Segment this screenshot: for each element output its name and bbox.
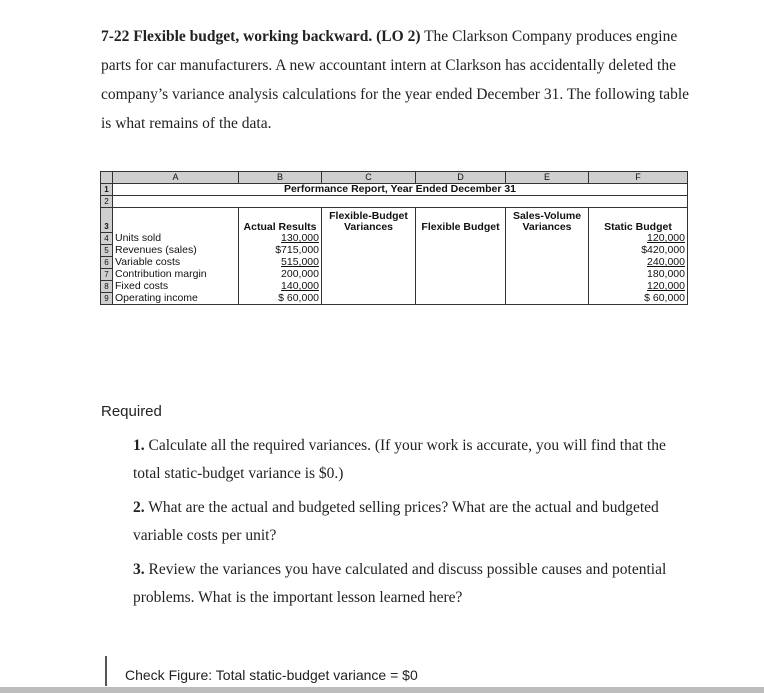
- report-title: Performance Report, Year Ended December 31: [113, 184, 688, 196]
- actual-value: 140,000: [239, 281, 322, 293]
- column-header-f: F: [589, 172, 688, 184]
- row-number: 2: [101, 196, 113, 208]
- row-label: Fixed costs: [113, 281, 239, 293]
- column-titles-row: [101, 208, 688, 233]
- actual-value: 200,000: [239, 269, 322, 281]
- column-header-b: B: [239, 172, 322, 184]
- table-row: 6 Variable costs 515,000 240,000: [101, 257, 688, 269]
- static-value: 180,000: [589, 269, 688, 281]
- actual-value: $ 60,000: [239, 293, 322, 305]
- actual-value: $715,000: [239, 245, 322, 257]
- problem-heading: 7-22 Flexible budget, working backward. (LO 2): [101, 28, 421, 45]
- static-value: $ 60,000: [589, 293, 688, 305]
- actual-value: 130,000: [239, 233, 322, 245]
- text-cursor: [105, 656, 107, 686]
- spreadsheet: [100, 171, 687, 361]
- static-value: 120,000: [589, 281, 688, 293]
- row-label: Contribution margin: [113, 269, 239, 281]
- static-value: 240,000: [589, 257, 688, 269]
- corner-cell: [101, 172, 113, 184]
- actual-value: 515,000: [239, 257, 322, 269]
- static-value: $420,000: [589, 245, 688, 257]
- header-sales-volume-variances: Sales-Volume Variances: [506, 208, 589, 233]
- list-item: 2. What are the actual and budgeted selling prices? What are the actual and budgeted variable costs per unit?: [133, 499, 659, 544]
- list-item: 3. Review the variances you have calculated and discuss possible causes and potential problems. What is the important lesson learned here?: [133, 561, 667, 606]
- required-list: [133, 432, 693, 618]
- row-label: Variable costs: [113, 257, 239, 269]
- required-label: Required: [101, 403, 162, 420]
- header-static-budget: Static Budget: [589, 208, 688, 233]
- row-number: 3: [101, 208, 113, 233]
- header-actual-results: Actual Results: [239, 208, 322, 233]
- problem-text: [101, 22, 701, 138]
- column-header-e: E: [506, 172, 589, 184]
- table-row: 5 Revenues (sales) $715,000 $420,000: [101, 245, 688, 257]
- header-flexible-budget-variances: Flexible-Budget Variances: [322, 208, 416, 233]
- table-row: 9 Operating income $ 60,000 $ 60,000: [101, 293, 688, 305]
- problem-body: The Clarkson Company produces engine parts for car manufacturers. A new accountant intern at Clarkson has accidentally deleted the company’s variance analysis calculations for the year ended December 31. The following table is what remains of the data.: [101, 28, 690, 132]
- column-header-a: A: [113, 172, 239, 184]
- row-label: Operating income: [113, 293, 239, 305]
- table-row: 4 Units sold 130,000 120,000: [101, 233, 688, 245]
- title-row: [101, 184, 688, 196]
- static-value: 120,000: [589, 233, 688, 245]
- check-figure: Check Figure: Total static-budget variance = $0: [125, 667, 418, 683]
- blank-row: [101, 196, 688, 208]
- column-header-row: [101, 172, 688, 184]
- list-item: 1. Calculate all the required variances. (If your work is accurate, you will find that the total static-budget variance is $0.): [133, 437, 666, 482]
- header-flexible-budget: Flexible Budget: [416, 208, 506, 233]
- row-label: Units sold: [113, 233, 239, 245]
- row-label: Revenues (sales): [113, 245, 239, 257]
- column-header-d: D: [416, 172, 506, 184]
- column-header-c: C: [322, 172, 416, 184]
- table-row: 8 Fixed costs 140,000 120,000: [101, 281, 688, 293]
- scrollbar-track[interactable]: [0, 687, 764, 693]
- row-number: 1: [101, 184, 113, 196]
- table-row: 7 Contribution margin 200,000 180,000: [101, 269, 688, 281]
